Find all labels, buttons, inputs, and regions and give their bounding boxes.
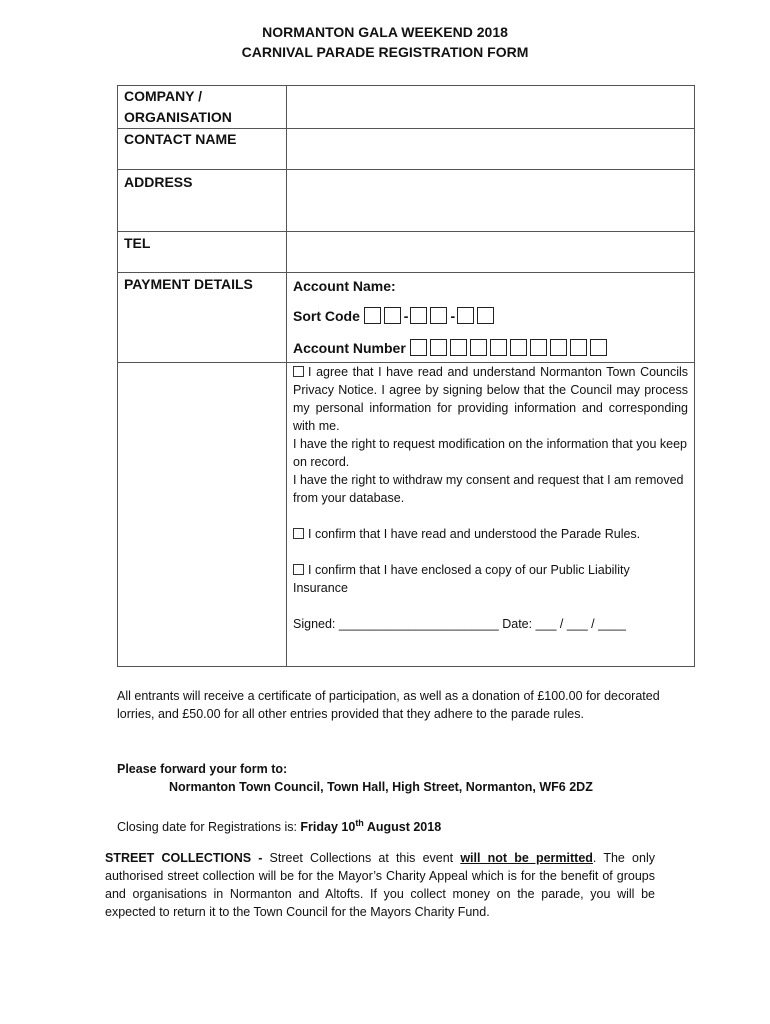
sort-code-box[interactable] [384,307,401,324]
street-text-2: . The only authorised street collection will be for the Mayor’s Charity Appeal which is for the benefit of groups and organisations in Normanton and Altofts. If you collect money on the parade, you will be expected to return it to the Town Council for the Mayors Charity Fund. [105,851,655,919]
closing-rest: August 2018 [363,820,442,835]
right-withdraw-text: I have the right to withdraw my consent and request that I am removed from your database. [293,473,684,505]
certificate-paragraph: All entrants will receive a certificate of participation, as well as a donation of £100.00 for decorated lorries, and £50.00 for all other entries provided that they adhere to the parade rules. [117,689,660,721]
sort-code-box[interactable] [410,307,427,324]
payment-details-label: PAYMENT DETAILS [118,273,287,363]
blank-label-cell [118,363,287,667]
street-collections-paragraph [105,849,655,921]
sort-code-box[interactable] [477,307,494,324]
payment-details-cell [287,273,695,363]
account-number-box[interactable] [530,339,547,356]
sort-code-box[interactable] [430,307,447,324]
form-title-line2: CARNIVAL PARADE REGISTRATION FORM [241,44,529,60]
closing-prefix: Closing date for Registrations is: [117,820,301,835]
company-field[interactable] [287,86,695,129]
insurance-checkbox[interactable] [293,564,304,575]
closing-day: Friday 10 [300,820,356,835]
account-number-box[interactable] [510,339,527,356]
contact-name-field[interactable] [287,129,695,170]
right-modify-text: I have the right to request modification on the information that you keep on record. [293,437,687,469]
account-number-box[interactable] [490,339,507,356]
forward-address: Normanton Town Council, Town Hall, High Street, Normanton, WF6 2DZ [169,780,593,794]
account-number-box[interactable] [410,339,427,356]
registration-table [117,85,695,667]
address-label: ADDRESS [118,170,287,232]
account-number-box[interactable] [590,339,607,356]
street-heading: STREET COLLECTIONS - [105,851,270,865]
account-number-box[interactable] [470,339,487,356]
closing-sup: th [355,818,364,828]
form-title-line1: NORMANTON GALA WEEKEND 2018 [262,24,508,40]
sort-code-label: Sort Code [293,308,360,324]
account-number-box[interactable] [570,339,587,356]
account-name-label: Account Name: [293,278,396,294]
contact-name-label: CONTACT NAME [118,129,287,170]
sort-code-box[interactable] [457,307,474,324]
account-number-row [293,335,694,361]
tel-field[interactable] [287,232,695,273]
account-number-box[interactable] [550,339,567,356]
street-emphasis: will not be permitted [460,851,593,865]
sort-code-dash: - [450,308,456,324]
privacy-checkbox[interactable] [293,366,304,377]
consent-cell [287,363,695,667]
signature-line[interactable]: Signed: _______________________ Date: ___ / ___ / ____ [293,617,626,631]
privacy-text: I agree that I have read and understand Normanton Town Councils Privacy Notice. I agree by signing below that the Council may process my personal information for providing information and corresponding with me. [293,365,688,433]
sort-code-dash: - [403,308,409,324]
account-number-label: Account Number [293,340,406,356]
sort-code-box[interactable] [364,307,381,324]
rules-text: I confirm that I have read and understood the Parade Rules. [308,527,641,541]
insurance-text: I confirm that I have enclosed a copy of our Public Liability Insurance [293,563,630,595]
account-number-box[interactable] [450,339,467,356]
privacy-consent [293,363,688,435]
tel-label: TEL [118,232,287,273]
forward-heading: Please forward your form to: [117,762,288,776]
insurance-consent [293,561,688,597]
rules-consent [293,525,688,543]
rules-checkbox[interactable] [293,528,304,539]
street-text-1: Street Collections at this event [269,851,461,865]
closing-date [117,814,662,836]
forward-block [117,760,662,796]
account-number-box[interactable] [430,339,447,356]
company-label: COMPANY / ORGANISATION [118,86,287,129]
sort-code-row [293,303,694,329]
address-field[interactable] [287,170,695,232]
